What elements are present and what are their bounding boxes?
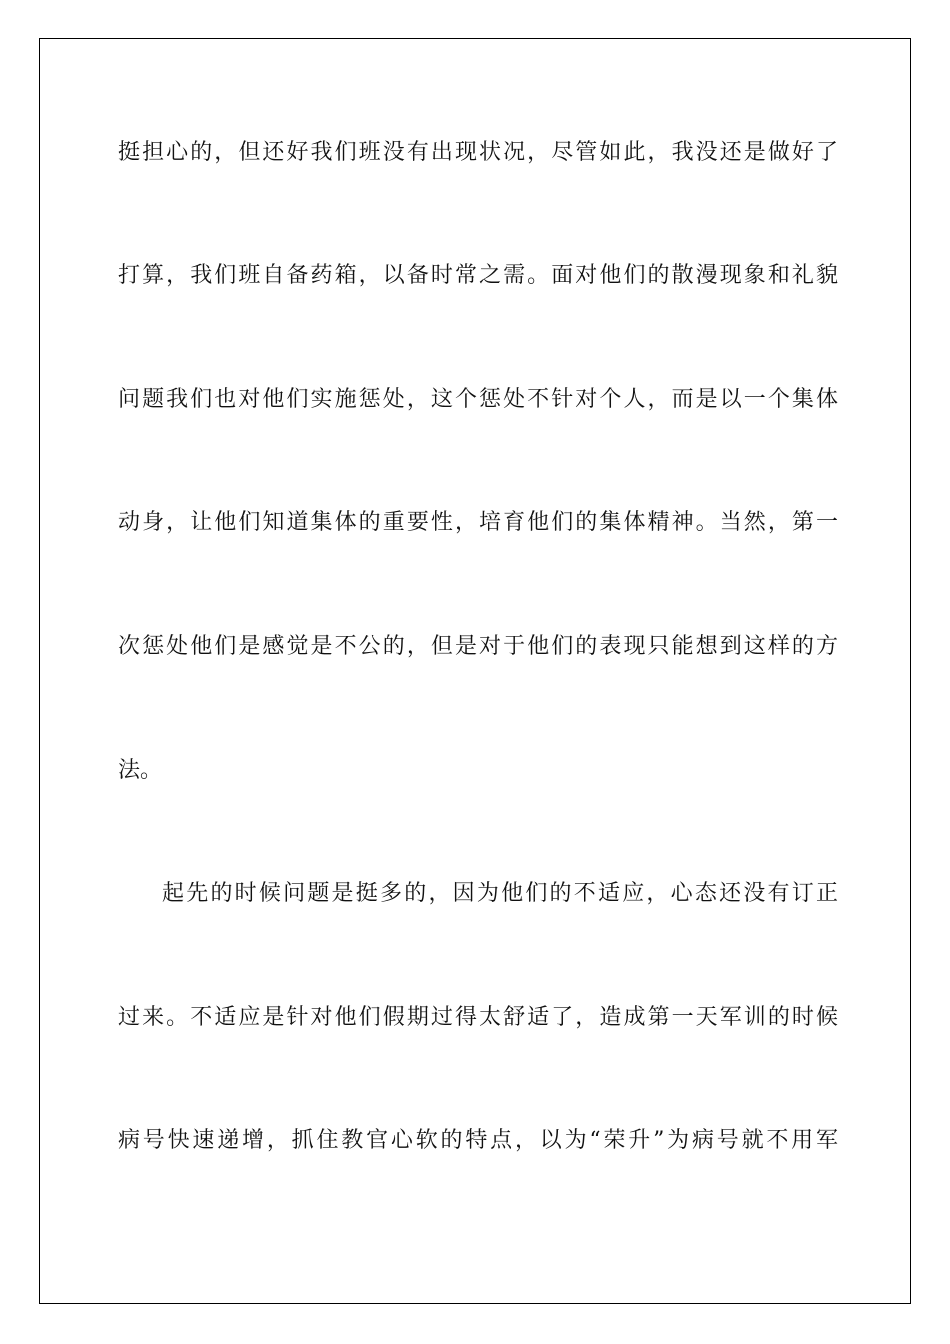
paragraph-start-line: 起先的时候问题是挺多的，因为他们的不适应，心态还没有订正	[162, 881, 838, 906]
text-line: 问题我们也对他们实施惩处，这个惩处不针对个人，而是以一个集体	[118, 387, 838, 412]
text-line: 挺担心的，但还好我们班没有出现状况，尽管如此，我没还是做好了	[118, 140, 838, 165]
text-line: 病号快速递增，抓住教官心软的特点，以为“荣升”为病号就不用军	[118, 1128, 838, 1153]
text-line: 次惩处他们是感觉是不公的，但是对于他们的表现只能想到这样的方	[118, 634, 838, 659]
text-line: 法。	[118, 758, 163, 783]
text-line: 过来。不适应是针对他们假期过得太舒适了，造成第一天军训的时候	[118, 1005, 838, 1030]
text-line: 动身，让他们知道集体的重要性，培育他们的集体精神。当然，第一	[118, 510, 838, 535]
text-line: 打算，我们班自备药箱，以备时常之需。面对他们的散漫现象和礼貌	[118, 263, 838, 288]
page-frame	[39, 38, 911, 1304]
